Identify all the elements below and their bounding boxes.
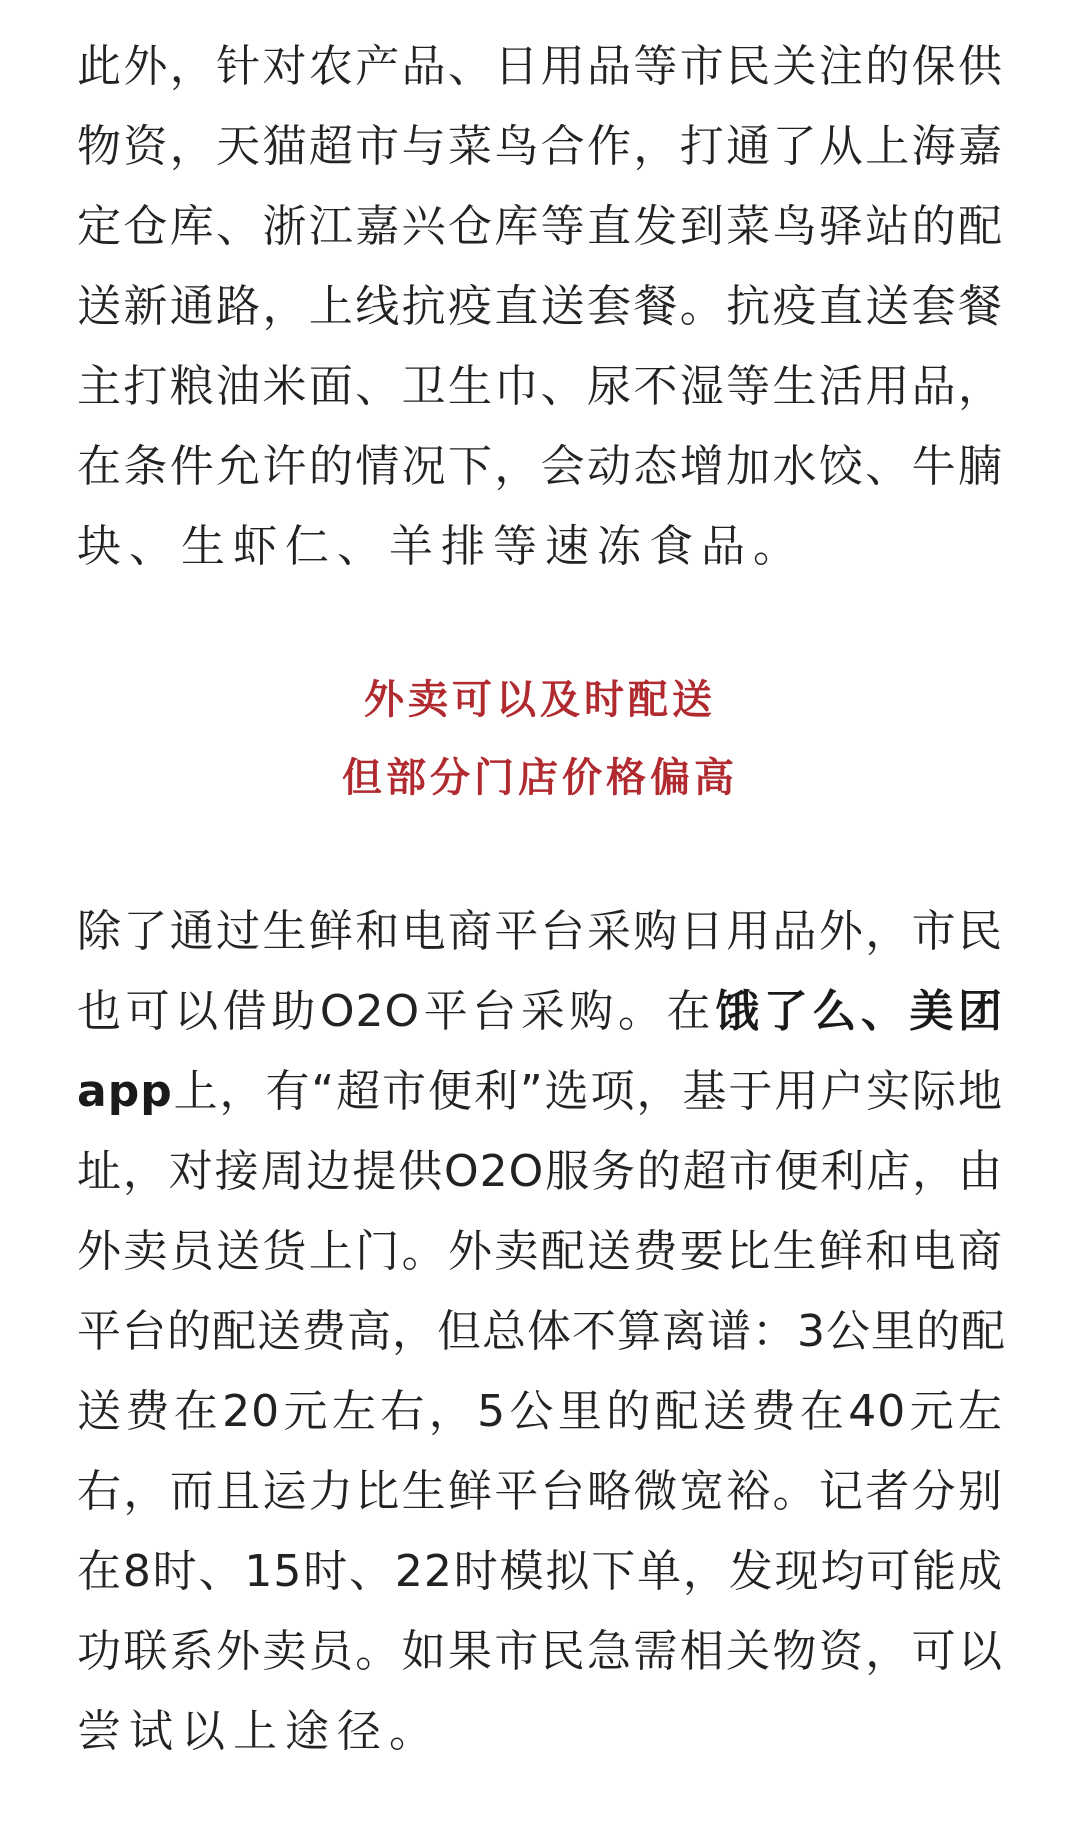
text-segment: 在条件允许的情况下，会动态增加水饺、牛腩 (77, 441, 1003, 492)
bold-text-segment: app (77, 1066, 173, 1117)
text-segment: 主打粮油米面、卫生巾、尿不湿等生活用品， (77, 361, 1003, 412)
bold-text-segment: 饿了么、美团 (715, 986, 1004, 1037)
text-line (77, 1692, 1003, 1772)
text-segment: 块、生虾仁、羊排等速冻食品。 (77, 521, 805, 572)
text-segment: 功联系外卖员。如果市民急需相关物资，可以 (77, 1626, 1003, 1677)
text-line (77, 1132, 1003, 1212)
text-line (77, 347, 1003, 427)
text-segment: 送费在20元左右，5公里的配送费在40元左 (77, 1386, 1003, 1437)
text-line (77, 1532, 1003, 1612)
text-segment: 送新通路，上线抗疫直送套餐。抗疫直送套餐 (77, 281, 1003, 332)
text-line (77, 27, 1003, 107)
text-segment: 右，而且运力比生鲜平台略微宽裕。记者分别 (77, 1466, 1003, 1517)
text-segment: 外卖员送货上门。外卖配送费要比生鲜和电商 (77, 1226, 1003, 1277)
text-line (77, 972, 1003, 1052)
text-segment: 此外，针对农产品、日用品等市民关注的保供 (77, 41, 1003, 92)
text-segment: 上，有“超市便利”选项，基于用户实际地 (172, 1066, 1003, 1117)
text-line (77, 892, 1003, 972)
section-heading-line-1: 外卖可以及时配送 (364, 677, 716, 723)
text-line (77, 1452, 1003, 1532)
text-segment: 尝试以上途径。 (77, 1706, 441, 1757)
text-line (77, 1372, 1003, 1452)
section-heading-line-2: 但部分门店价格偏高 (342, 755, 738, 801)
text-line (77, 267, 1003, 347)
text-segment: 平台的配送费高，但总体不算离谱：3公里的配 (77, 1306, 1006, 1357)
text-segment: 定仓库、浙江嘉兴仓库等直发到菜鸟驿站的配 (77, 201, 1003, 252)
text-segment: 也可以借助O2O平台采购。在 (77, 986, 716, 1037)
text-line (77, 107, 1003, 187)
text-segment: 在8时、15时、22时模拟下单，发现均可能成 (77, 1546, 1003, 1597)
text-line (77, 1292, 1006, 1372)
text-line (77, 1212, 1003, 1292)
text-line (77, 187, 1003, 267)
text-line (77, 507, 1003, 587)
text-line (77, 427, 1003, 507)
text-segment: 物资，天猫超市与菜鸟合作，打通了从上海嘉 (77, 121, 1003, 172)
text-segment: 址，对接周边提供O2O服务的超市便利店，由 (77, 1146, 1003, 1197)
text-line (77, 1612, 1003, 1692)
text-line (77, 1052, 1003, 1132)
text-segment: 除了通过生鲜和电商平台采购日用品外，市民 (77, 906, 1003, 957)
